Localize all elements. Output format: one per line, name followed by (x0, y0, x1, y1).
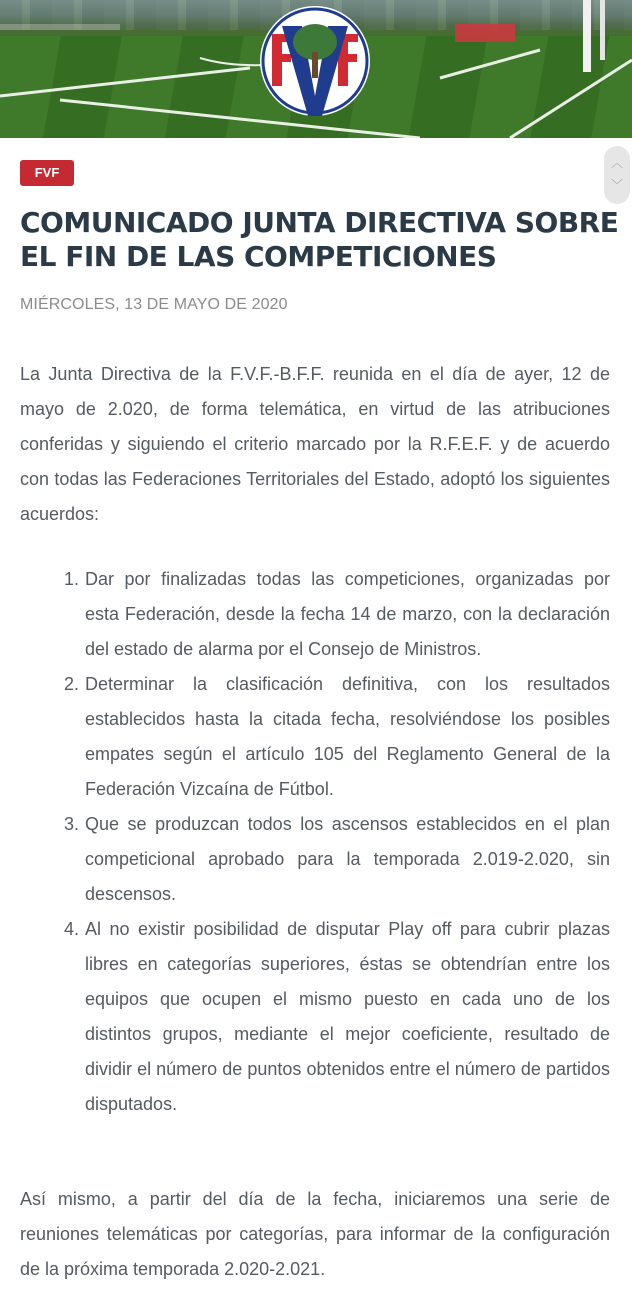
fvf-crest-logo (258, 4, 372, 118)
header-banner (0, 0, 632, 138)
list-item-text: Al no existir posibilidad de disputar Play off para cubrir plazas libres en categorías superiores, éstas se obtendrían entre los equipos que ocupen el mismo puesto en cada uno de los distintos grupos, mediante el mejor coeficiente, resultado de dividir el número de puntos obtenidos entre el número de partidos disputados. (85, 919, 610, 1114)
list-item (20, 807, 610, 912)
list-number: 4. (64, 919, 80, 939)
agreements-list (20, 562, 610, 1122)
scroll-widget[interactable] (604, 146, 630, 204)
article-title: COMUNICADO JUNTA DIRECTIVA SOBRE EL FIN DE LAS COMPETICIONES (20, 206, 619, 273)
intro-paragraph: La Junta Directiva de la F.V.F.-B.F.F. reunida en el día de ayer, 12 de mayo de 2.020, de forma telemática, en virtud de las atribuciones conferidas y siguiendo el criterio marcado por la R.F.E.F. y de acuerdo con todas las Federaciones Territoriales del Estado, adoptó los siguientes acuerdos: (20, 364, 610, 524)
list-number: 1. (64, 569, 80, 589)
list-item (20, 667, 610, 807)
chevron-up-icon[interactable]: ︿ (610, 156, 623, 170)
list-item-text: Dar por finalizadas todas las competiciones, organizadas por esta Federación, desde la fecha 14 de marzo, con la declaración del estado de alarma por el Consejo de Ministros. (85, 569, 610, 659)
closing-paragraph: Así mismo, a partir del día de la fecha, iniciaremos una serie de reuniones telemáticas por categorías, para informar de la configuración de la próxima temporada 2.020-2.021. (20, 1189, 610, 1279)
list-number: 3. (64, 814, 80, 834)
list-number: 2. (64, 674, 80, 694)
list-item-text: Que se produzcan todos los ascensos establecidos en el plan competicional aprobado para la temporada 2.019-2.020, sin descensos. (85, 814, 610, 904)
list-item (20, 562, 610, 667)
article-date: MIÉRCOLES, 13 DE MAYO DE 2020 (20, 296, 288, 313)
category-badge[interactable]: FVF (20, 160, 74, 186)
chevron-down-icon[interactable]: ﹀ (610, 178, 623, 192)
list-item-text: Determinar la clasificación definitiva, con los resultados establecidos hasta la citada fecha, resolviéndose los posibles empates según el artículo 105 del Reglamento General de la Federación Vizcaína de Fútbol. (85, 674, 610, 799)
list-item (20, 912, 610, 1122)
